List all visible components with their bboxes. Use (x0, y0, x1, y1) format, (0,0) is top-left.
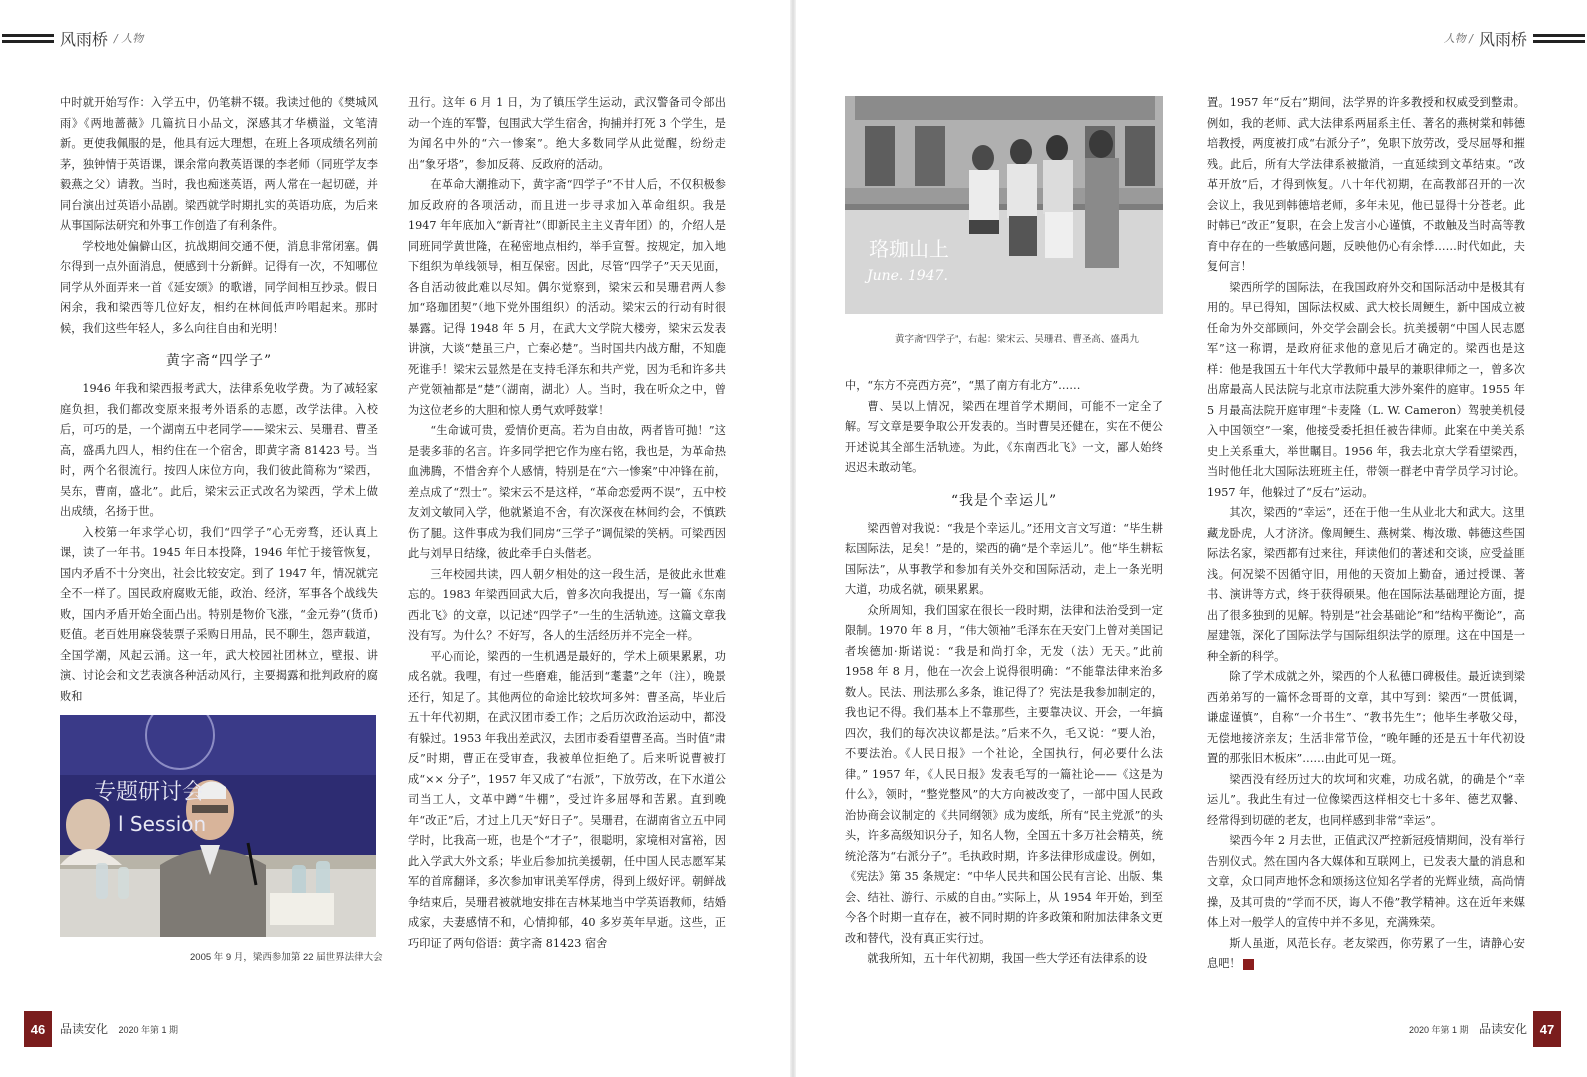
paragraph: 就我所知，五十年代初期，我国一些大学还有法律系的设 (867, 952, 1148, 965)
section-title: 风雨桥 (60, 31, 109, 49)
conference-photo-image (60, 715, 376, 937)
section-heading: “我是个幸运儿” (950, 492, 1058, 509)
paragraph: 1946 年我和梁西报考武大，法律系免收学费。为了减轻家庭负担，我们都改变原来报考外语系的志愿，改学法律。入校后，可巧的是，一个湖南五中老同学——梁宋云、吴珊君、曹圣高，盛禹九四人，相约住在一个宿舍，即黄字斋 81423 号。当时，两个名很流行。按四人床位方向，我们彼此简称为“梁西，吴东，曹南，盛北”。此后，梁宋云正式改名为梁西，学术上做出成绩，名扬于世。 (60, 382, 378, 518)
section-heading: 黄字斋“四学子” (165, 353, 273, 369)
paragraph: 平心而论，梁西的一生机遇是最好的，学术上硕果累累，功成名就。我哩，有过一些磨难，能活到“耄耋”之年（注），晚景还行，知足了。其他两位的命途比较坎坷多舛：曹圣高，毕业后五十年代初期，在武汉团市委工作；之后历次政治运动中，都没有躲过。1953 年我出差武汉，去团市委看望曹圣高。当时值“肃反”时期，曹正在受审查，我被单位拒绝了。后来听说曹被打成“×× 分子”，1957 年又成了“右派”，下放劳改，在下水道公司当工人，文革中蹲“牛棚”，受过许多屈辱和苦累。直到晚年“改正”后，才过上几天“好日子”。吴珊君，在湖南省立五中同学时，比我高一班，也是个“才子”，很聪明，家境相对富裕，因此入学武大外文系；毕业后参加抗美援朝，任中国人民志愿军某军的首席翻译，多次参加审讯美军俘虏，得到上级好评。朝鲜战争结束后，吴珊君被就地安排在吉林某地当中学英语教师，结婚成家，夫妻感情不和，心情抑郁，40 多岁英年早逝。这些，正巧印证了两句俗语：黄字斋 81423 宿舍 (408, 649, 726, 950)
right-footer (1403, 1020, 1527, 1038)
paragraph: 曹、吴以上情况，梁西在埋首学术期间，可能不一定全了解。写文章是要争取公开发表的。当时曹吴还健在，实在不便公开述说其全部生活轨迹。为此，《东南西北飞》一文，鄙人始终迟迟未敢动笔。 (845, 399, 1163, 474)
left-header (2, 26, 143, 50)
paragraph: “生命诚可贵，爱情价更高。若为自由故，两者皆可抛！”这是裴多菲的名言。许多同学把它作为座右铭，我也是，为革命热血沸腾，不惜舍弃个人感情，特别是在“六一惨案”中冲锋在前，差点成了“烈士”。梁宋云不是这样，“革命恋爱两不误”，五中校友刘文敏同入学，他就紧追不舍，有次深夜在林间约会，不慎跌伤了腿。这件事成为我们同房“三学子”调侃梁的笑柄。可梁西因此与刘早日结缘，彼此牵手白头偕老。 (408, 424, 726, 560)
conference-sign-text: 专题研讨会 (94, 780, 205, 805)
section-subtitle: 人物 / (1443, 32, 1473, 45)
group-photo (845, 96, 1163, 314)
conference-photo (60, 715, 376, 937)
paragraph: 在革命大潮推动下，黄字斋“四学子”不甘人后，不仅积极参加反政府的各项活动，而且进一步寻求加入革命组织。我是 1947 年年底加入“新青社”（即新民主主义青年团）的，介绍人是同班同学黄世隆，在秘密地点相约，举手宣誓。按规定，加入地下组织为单线领导，相互保密。因此，尽管“四学子”天天见面，各自活动彼此难以尽知。偶尔觉察到，梁宋云和吴珊君两人参加“珞珈团契”（地下党外围组织）的活动。梁宋云的行动有时很暴露。记得 1948 年 5 月，在武大文学院大楼旁，梁宋云发表讲演，大谈“楚虽三户，亡秦必楚”。当时国共内战方酣，不知鹿死谁手！梁宋云显然是在支持毛泽东和共产党，因为毛和许多共产党领袖都是“楚”（湖南，湖北）人。当时，我在听众之中，曾为这位老乡的大胆和惊人勇气欢呼鼓掌！ (408, 178, 726, 417)
paragraph: 其次，梁西的“幸运”，还在于他一生从业北大和武大。这里藏龙卧虎，人才济济。像周鲠生、燕树棠、梅汝璈、韩德这些国际法名家，梁西都有过来往，拜读他们的著述和交谈，应受益匪浅。何况梁不因循守旧，用他的天资加上勤奋，通过授课、著书、演讲等方式，终于获得硕果。他在国际法基础理论方面，提出了很多独到的见解。特别是“社会基础论”和“结构平衡论”，高屋建瓴，深化了国际法学与国际组织法学的原理。这在中国是一种全新的科学。 (1207, 506, 1525, 663)
header-rule (2, 34, 54, 43)
magazine-name: 品读安化 (60, 1022, 109, 1036)
group-photo-image (845, 96, 1163, 314)
left-footer (60, 1020, 184, 1038)
header-rule (1533, 34, 1585, 43)
column-2 (408, 93, 726, 954)
column-1 (60, 93, 378, 707)
section-subtitle: / 人物 (114, 32, 144, 45)
page-number-left: 46 (24, 1011, 52, 1047)
right-header (1444, 26, 1585, 50)
paragraph: 中时就开始写作：入学五中，仍笔耕不辍。我读过他的《樊城风雨》《两地蔷薇》几篇抗日小品文，深感其才华横溢，文笔清新。更使我佩服的是，他具有远大理想，在班上各项成绩名列前茅，独钟情于英语课，课余常向教英语课的李老师（同班学友李毅燕之父）请教。当时，我也痴迷英语，两人常在一起切磋，并同台演出过英语小品剧。梁西就学时期扎实的英语功底，为后来从事国际法研究和外事工作创造了有利条件。 (60, 96, 378, 232)
left-page (0, 0, 793, 1077)
paragraph: 置。1957 年“反右”期间，法学界的许多教授和权威受到整肃。例如，我的老师、武大法律系两届系主任、著名的燕树棠和韩德培教授，两度被打成“右派分子”，免职下放劳改，受尽屈辱和摧残。此后，所有大学法律系被撤消，一直延续到文革结束。“改革开放”后，才得到恢复。八十年代初期，在高教部召开的一次会议上，我见到韩德培老师，多年未见，他已显得十分苍老。此时韩已“改正”复职，在会上发言小心谨慎，不敢触及当时高等教育中存在的一些敏感问题，反映他仍心有余悸……时代如此，夫复何言！ (1207, 96, 1525, 273)
photo-inscription-date: June. 1947. (867, 268, 948, 284)
section-title: 风雨桥 (1478, 31, 1527, 49)
paragraph: 丑行。这年 6 月 1 日，为了镇压学生运动，武汉警备司令部出动一个连的军警，包围武大学生宿舍，拘捕并打死 3 个学生，是为闻名中外的“六一惨案”。绝大多数同学从此觉醒，纷纷走出“象牙塔”，参加反蒋、反政府的活动。 (408, 96, 726, 171)
issue-label: 2020 年第 1 期 (1409, 1025, 1469, 1035)
conference-caption: 2005 年 9 月，梁西参加第 22 届世界法律大会 (190, 952, 383, 963)
paragraph: 除了学术成就之外，梁西的个人私德口碑极佳。最近读到梁西弟弟写的一篇怀念哥哥的文章，其中写到：梁西“一贯低调，谦虚谨慎”，自称“一介书生”、“教书先生”；他毕生孝敬父母，无偿地接济亲友；生活非常节俭，“晚年睡的还是五十年代初设置的那张旧木板床”……由此可见一斑。 (1207, 670, 1525, 765)
paragraph: 三年校园共读，四人朝夕相处的这一段生活，是彼此永世难忘的。1983 年梁西回武大后，曾多次向我提出，写一篇《东南西北飞》的文章，以记述“四学子”一生的生活轨迹。这篇文章我没有写。为什么？不好写，各人的生活经历并不完全一样。 (408, 567, 726, 642)
paragraph: 中，“东方不亮西方亮”，“黑了南方有北方”…… (845, 379, 1081, 392)
right-page (793, 0, 1587, 1077)
paragraph: 梁西今年 2 月去世，正值武汉严控新冠疫情期间，没有举行告别仪式。然在国内各大媒体和互联网上，已发表大量的消息和文章，众口同声地怀念和颂扬这位知名学者的光辉业绩，高尚情操，及其可贵的“学而不厌，诲人不倦”教学精神。这在近年来媒体上对一般学人的宣传中并不多见，充满殊荣。 (1207, 834, 1525, 929)
paragraph: 学校地处偏僻山区，抗战期间交通不便，消息非常闭塞。偶尔得到一点外面消息，便感到十分新鲜。记得有一次，不知哪位同学从外面弄来一首《延安颂》的歌谱，同学间相互抄录。假日闲余，我和梁西等几位好友，相约在林间低声吟唱起来。那时候，我们这些年轻人，多么向往自由和光明！ (60, 239, 378, 335)
paragraph: 梁西没有经历过大的坎坷和灾难，功成名就，的确是个“幸运儿”。我此生有过一位像梁西这样相交七十多年、德艺双馨、经常得到切磋的老友，也同样感到非常“幸运”。 (1207, 772, 1525, 827)
paragraph: 梁西曾对我说：“我是个幸运儿。”还用文言文写道：“毕生耕耘国际法，足矣！”是的，梁西的确“是个幸运儿”。他“毕生耕耘国际法”，从事教学和参加有关外交和国际活动，走上一条光明大道，功成名就，硕果累累。 (845, 521, 1163, 596)
group-caption: 黄字斋“四学子”，右起：梁宋云、吴珊君、曹圣高、盛禹九 (895, 334, 1139, 345)
photo-inscription: 珞珈山上 (869, 237, 949, 261)
paragraph (1207, 934, 1525, 975)
magazine-name: 品读安化 (1478, 1022, 1527, 1036)
conference-sign-english: l Session (118, 812, 207, 836)
column-4 (1207, 93, 1525, 975)
column-3 (845, 376, 1163, 970)
paragraph: 梁西所学的国际法，在我国政府外交和国际活动中是极其有用的。早已得知，国际法权威、武大校长周鲠生，新中国成立被任命为外交部顾问，外交学会副会长。抗美援朝“中国人民志愿军”这一称谓，是政府征求他的意见后才确定的。梁西也是这样：他是我国五十年代大学教师中最早的兼职律师之一，曾多次出席最高人民法院与北京市法院重大涉外案件的庭审。1955 年 5 月最高法院开庭审理“卡麦隆（L. W. Cameron）驾驶美机侵入中国领空”一案，他接受委托担任被告律师。此案在中美关系史上关系重大，举世瞩目。1956 年，我去北京大学看望梁西，当时他任北大国际法班班主任，带领一群老中青学员学习讨论。1957 年，他躲过了“反右”运动。 (1207, 280, 1525, 499)
page-number-right: 47 (1533, 1011, 1561, 1047)
closing-text: 斯人虽逝，风范长存。老友梁西，你劳累了一生，请静心安息吧！ (1207, 936, 1525, 970)
paragraph: 入校第一年求学心切，我们“四学子”心无旁骛，还认真上课，读了一年书。1945 年日本投降，1946 年忙于接管恢复，国内矛盾不十分突出，社会比较安定。到了 1947 年，情况就完全不一样了。国民政府腐败无能，政治、经济，军事各个战线失败，国内矛盾开始全面凸出。特别是物价飞涨，“金元券”(货币)贬值。老百姓用麻袋装票子采购日用品，民不聊生，怨声载道，全国学潮，风起云涌。这一年，武大校园社团林立，壁报、讲演、讨论会和文艺表演各种活动风行，主要揭露和批判政府的腐败和 (60, 525, 378, 703)
paragraph: 众所周知，我们国家在很长一段时期，法律和法治受到一定限制。1970 年 8 月，“伟大领袖”毛泽东在天安门上曾对美国记者埃德加·斯诺说：“我是和尚打伞，无发（法）无天。”此前 1958 年 8 月，他在一次会上说得很明确：“不能靠法律来治多数人。民法、刑法那么多条，谁记得了？宪法是我参加制定的，我也记不得。我们基本上不靠那些，主要靠决议、开会，一年搞四次，我们的每次决议都是法。”后来不久，毛又说：“要人治，不要法治。《人民日报》一个社论，全国执行，何必要什么法律。” 1957 年，《人民日报》发表毛写的一篇社论——《这是为什么》，领时，“整党整风”的大方向被改变了，一部中国人民政治协商会议制定的《共同纲领》成为废纸，所有“民主党派”的头头，许多高级知识分子，知名人物，全国五十多万社会精英，统统沦落为“右派分子”。毛执政时期，许多法律形成虚设。例如，《宪法》第 35 条规定：“中华人民共和国公民有言论、出版、集会、结社、游行、示威的自由。”实际上，从 1954 年开始，到至今各个时期一直存在，被不同时期的许多政策和附加法律条文更改和替代，没有真正实行过。 (845, 603, 1163, 945)
issue-label: 2020 年第 1 期 (118, 1025, 178, 1035)
end-mark: A (1243, 959, 1254, 970)
